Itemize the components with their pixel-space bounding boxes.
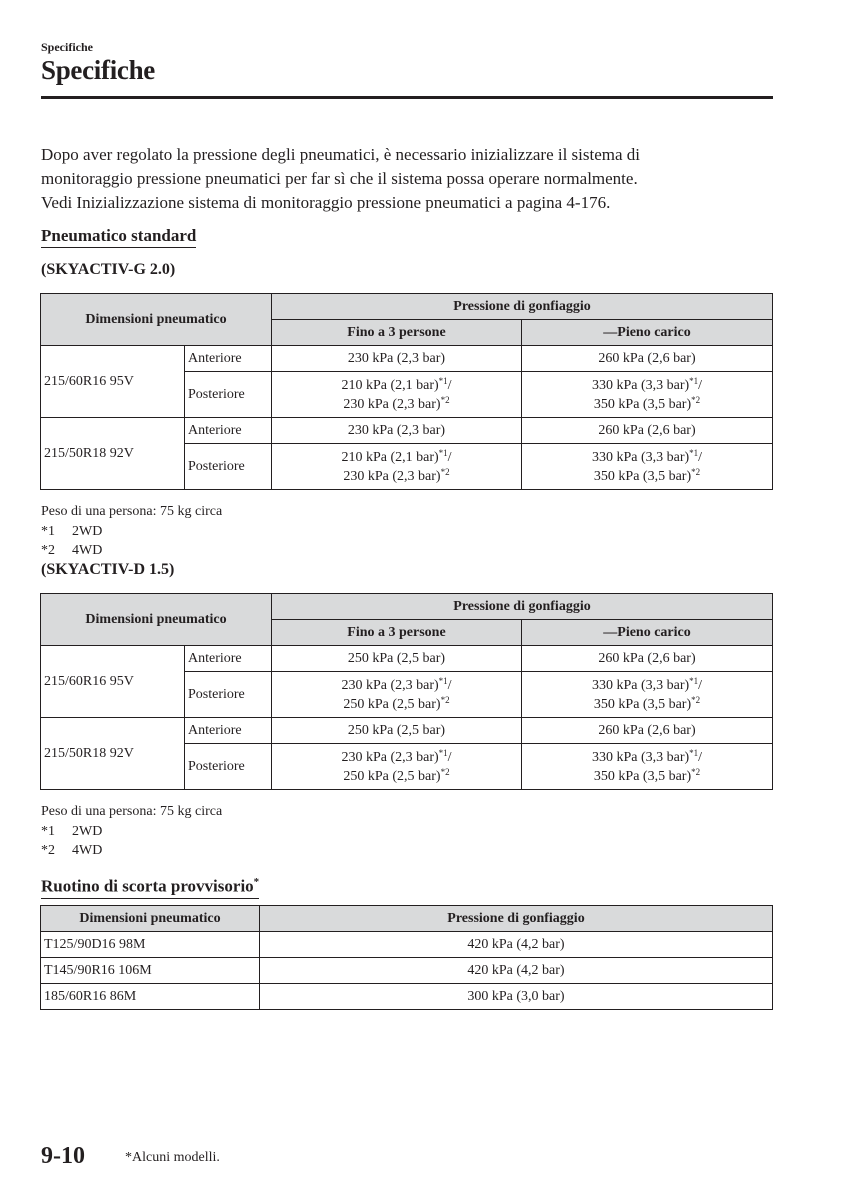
footnote-mark: * <box>253 876 260 888</box>
axle-label: Anteriore <box>185 418 272 444</box>
axle-label: Posteriore <box>185 372 272 418</box>
footnote-mark: *2 <box>41 843 55 858</box>
pressure-value: 420 kPa (4,2 bar) <box>260 958 773 984</box>
footnote-mark: *1 <box>689 747 699 758</box>
footnote <box>41 541 222 561</box>
standard-tire-heading: Pneumatico standard <box>41 226 196 248</box>
pressure-text: 350 kPa (3,5 bar) <box>593 768 692 784</box>
axle-label: Posteriore <box>185 744 272 790</box>
footnote <box>41 522 222 542</box>
table-notes-g20 <box>41 502 222 561</box>
pressure-table-g20 <box>40 293 773 490</box>
pressure-value: 260 kPa (2,6 bar) <box>522 346 773 372</box>
pressure-value: 250 kPa (2,5 bar) <box>272 646 522 672</box>
tire-size: T145/90R16 106M <box>41 958 260 984</box>
table-row <box>41 418 773 444</box>
separator: / <box>447 677 452 693</box>
page-title: Specifiche <box>41 55 155 85</box>
footnote-text: 2WD <box>72 823 103 839</box>
pressure-value: 230 kPa (2,3 bar) <box>272 346 522 372</box>
intro-paragraph <box>41 143 781 215</box>
tire-size: 215/60R16 95V <box>41 346 185 418</box>
table-row <box>41 958 773 984</box>
pressure-text: 330 kPa (3,3 bar) <box>591 449 690 465</box>
pressure-text: 210 kPa (2,1 bar) <box>341 377 439 393</box>
pressure-text: 230 kPa (2,3 bar) <box>343 396 441 412</box>
footnote-mark: *2 <box>440 766 450 777</box>
footnote-text: 2WD <box>72 523 103 539</box>
pressure-value: 300 kPa (3,0 bar) <box>260 984 773 1010</box>
col-size-header: Dimensioni pneumatico <box>41 594 272 646</box>
pressure-value: 250 kPa (2,5 bar) <box>272 718 522 744</box>
pressure-table-d15 <box>40 593 773 790</box>
table-row <box>41 932 773 958</box>
intro-line: Dopo aver regolato la pressione degli pneumatici, è necessario inizializzare il sistema di <box>41 145 641 164</box>
running-head: Specifiche <box>41 40 93 54</box>
col-pressure-header: Pressione di gonfiaggio <box>260 906 773 932</box>
weight-note: Peso di una persona: 75 kg circa <box>41 504 223 519</box>
pressure-value <box>272 444 522 490</box>
spare-tire-heading <box>41 872 259 899</box>
pressure-text: 330 kPa (3,3 bar) <box>591 749 690 765</box>
title-rule <box>41 96 773 99</box>
footnote-text: 4WD <box>72 843 103 858</box>
footnote-mark: *2 <box>691 466 701 477</box>
tire-size: 215/50R18 92V <box>41 718 185 790</box>
col-full-load-header: —Pieno carico <box>522 620 773 646</box>
axle-label: Anteriore <box>185 718 272 744</box>
separator: / <box>447 377 452 393</box>
footnote-mark: *1 <box>41 823 55 839</box>
pressure-value <box>272 672 522 718</box>
engine-heading-g20: (SKYACTIV-G 2.0) <box>41 261 176 278</box>
footnote-mark: *2 <box>41 543 55 558</box>
pressure-text: 230 kPa (2,3 bar) <box>341 677 439 693</box>
intro-line: Vedi Inizializzazione sistema di monitoraggio pressione pneumatici a pagina 4-176. <box>41 193 611 212</box>
footnote-mark: *1 <box>41 523 55 539</box>
axle-label: Anteriore <box>185 346 272 372</box>
footnote-mark: *2 <box>691 694 701 705</box>
footnote-mark: *1 <box>689 447 699 458</box>
pressure-value: 260 kPa (2,6 bar) <box>522 418 773 444</box>
footnote-mark: *1 <box>438 375 448 386</box>
spare-tire-heading-text: Ruotino di scorta provvisorio <box>41 876 254 896</box>
pressure-value: 420 kPa (4,2 bar) <box>260 932 773 958</box>
pressure-value <box>522 744 773 790</box>
table-notes-d15 <box>41 802 222 861</box>
pressure-value <box>272 372 522 418</box>
pressure-text: 210 kPa (2,1 bar) <box>341 449 439 465</box>
footnote-mark: *1 <box>438 447 448 458</box>
tire-size: 185/60R16 86M <box>41 984 260 1010</box>
pressure-value: 230 kPa (2,3 bar) <box>272 418 522 444</box>
col-up-to-3-header: Fino a 3 persone <box>272 620 522 646</box>
footnote-mark: *1 <box>438 675 448 686</box>
pressure-text: 230 kPa (2,3 bar) <box>343 468 441 484</box>
tire-size: 215/50R18 92V <box>41 418 185 490</box>
pressure-value <box>522 444 773 490</box>
pressure-value <box>272 744 522 790</box>
separator: / <box>698 377 703 393</box>
pressure-text: 350 kPa (3,5 bar) <box>593 696 692 712</box>
spare-pressure-table <box>40 905 773 1010</box>
footnote-mark: *1 <box>689 375 699 386</box>
tire-size: 215/60R16 95V <box>41 646 185 718</box>
col-size-header: Dimensioni pneumatico <box>41 906 260 932</box>
separator: / <box>698 749 703 765</box>
col-full-load-header: —Pieno carico <box>522 320 773 346</box>
pressure-text: 350 kPa (3,5 bar) <box>593 396 692 412</box>
pressure-value <box>522 672 773 718</box>
footer-note: *Alcuni modelli. <box>125 1150 220 1165</box>
table-row <box>41 718 773 744</box>
table-row <box>41 646 773 672</box>
footnote-text: 4WD <box>72 543 103 558</box>
axle-label: Anteriore <box>185 646 272 672</box>
pressure-text: 330 kPa (3,3 bar) <box>591 377 690 393</box>
pressure-value <box>522 372 773 418</box>
footnote <box>41 841 222 861</box>
engine-heading-d15: (SKYACTIV-D 1.5) <box>41 561 175 578</box>
footnote-mark: *2 <box>691 394 701 405</box>
pressure-value: 260 kPa (2,6 bar) <box>522 646 773 672</box>
footnote-mark: *2 <box>691 766 701 777</box>
footnote-mark: *2 <box>440 694 450 705</box>
axle-label: Posteriore <box>185 672 272 718</box>
separator: / <box>447 749 452 765</box>
pressure-text: 250 kPa (2,5 bar) <box>343 768 441 784</box>
separator: / <box>698 449 703 465</box>
footnote-mark: *2 <box>440 466 450 477</box>
footnote <box>41 822 222 842</box>
col-pressure-header: Pressione di gonfiaggio <box>272 294 773 320</box>
pressure-value: 260 kPa (2,6 bar) <box>522 718 773 744</box>
weight-note: Peso di una persona: 75 kg circa <box>41 804 223 819</box>
footnote-mark: *2 <box>440 394 450 405</box>
footnote-mark: *1 <box>438 747 448 758</box>
col-size-header: Dimensioni pneumatico <box>41 294 272 346</box>
separator: / <box>698 677 703 693</box>
separator: / <box>447 449 452 465</box>
pressure-text: 330 kPa (3,3 bar) <box>591 677 690 693</box>
intro-line: monitoraggio pressione pneumatici per far sì che il sistema possa operare normalmente. <box>41 169 638 188</box>
pressure-text: 350 kPa (3,5 bar) <box>593 468 692 484</box>
col-pressure-header: Pressione di gonfiaggio <box>272 594 773 620</box>
table-row <box>41 984 773 1010</box>
col-up-to-3-header: Fino a 3 persone <box>272 320 522 346</box>
page-number: 9-10 <box>41 1143 85 1169</box>
axle-label: Posteriore <box>185 444 272 490</box>
table-row <box>41 346 773 372</box>
pressure-text: 230 kPa (2,3 bar) <box>341 749 439 765</box>
tire-size: T125/90D16 98M <box>41 932 260 958</box>
pressure-text: 250 kPa (2,5 bar) <box>343 696 441 712</box>
footnote-mark: *1 <box>689 675 699 686</box>
